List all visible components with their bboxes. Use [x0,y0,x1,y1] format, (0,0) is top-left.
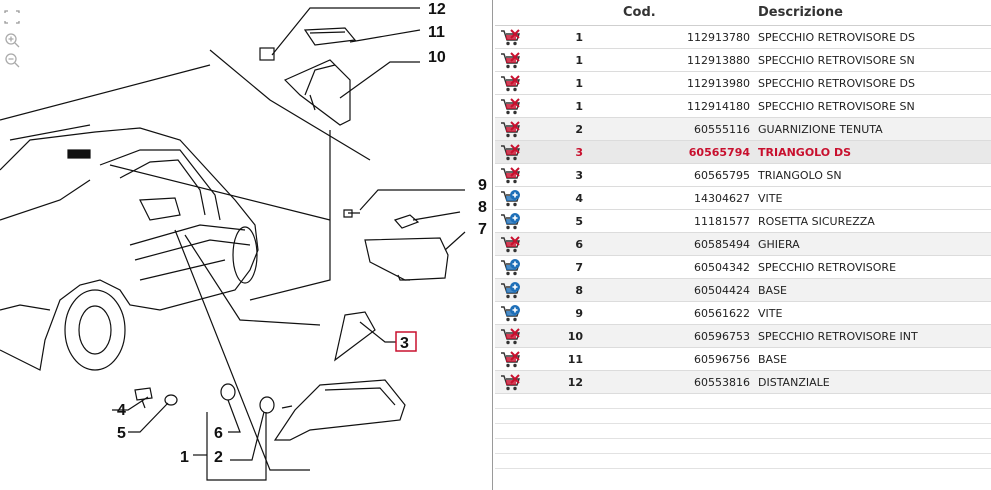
empty-cell [495,454,991,469]
add-to-cart-cell[interactable] [495,210,527,233]
add-to-cart-cell[interactable] [495,118,527,141]
desc-cell: GUARNIZIONE TENUTA [756,118,991,141]
callout-7[interactable]: 7 [478,221,487,238]
add-to-cart-cell[interactable] [495,256,527,279]
qty-cell: 8 [527,279,587,302]
desc-cell: TRIANGOLO DS [756,141,991,164]
callout-10[interactable]: 10 [428,49,446,66]
table-row[interactable] [495,118,991,141]
desc-cell: SPECCHIO RETROVISORE SN [756,95,991,118]
qty-cell: 10 [527,325,587,348]
code-cell: 60596756 [587,348,756,371]
qty-cell: 9 [527,302,587,325]
header-qty [527,0,587,26]
add-to-cart-cell[interactable] [495,233,527,256]
code-cell: 60585494 [587,233,756,256]
add-to-cart-cell[interactable] [495,141,527,164]
code-cell: 60596753 [587,325,756,348]
cart-x-icon[interactable] [500,119,522,139]
desc-cell: DISTANZIALE [756,371,991,394]
header-code: Cod. [587,0,756,26]
table-row[interactable] [495,72,991,95]
callout-4[interactable]: 4 [117,402,126,419]
add-to-cart-cell[interactable] [495,26,527,49]
code-cell: 60565795 [587,164,756,187]
code-cell: 60504342 [587,256,756,279]
empty-row [495,394,991,409]
add-to-cart-cell[interactable] [495,187,527,210]
table-row[interactable] [495,371,991,394]
empty-cell [495,409,991,424]
table-row[interactable] [495,141,991,164]
desc-cell: ROSETTA SICUREZZA [756,210,991,233]
header-cart [495,0,527,26]
table-row[interactable] [495,210,991,233]
qty-cell: 7 [527,256,587,279]
cart-x-icon[interactable] [500,234,522,254]
cart-x-icon[interactable] [500,142,522,162]
cart-x-icon[interactable] [500,96,522,116]
add-to-cart-cell[interactable] [495,164,527,187]
cart-x-icon[interactable] [500,165,522,185]
callout-6[interactable]: 6 [214,425,223,442]
table-row[interactable] [495,256,991,279]
parts-table-panel [495,0,991,490]
add-to-cart-cell[interactable] [495,279,527,302]
cart-plus-icon[interactable] [500,257,522,277]
qty-cell: 4 [527,187,587,210]
table-row[interactable] [495,95,991,118]
table-row[interactable] [495,302,991,325]
table-row[interactable] [495,49,991,72]
callout-1[interactable]: 1 [180,449,189,466]
qty-cell: 5 [527,210,587,233]
qty-cell: 3 [527,141,587,164]
cart-plus-icon[interactable] [500,188,522,208]
table-row[interactable] [495,325,991,348]
empty-row [495,409,991,424]
empty-cell [495,394,991,409]
cart-x-icon[interactable] [500,326,522,346]
empty-row [495,424,991,439]
callout-11[interactable]: 11 [428,24,445,41]
code-cell: 60561622 [587,302,756,325]
desc-cell: SPECCHIO RETROVISORE SN [756,49,991,72]
qty-cell: 6 [527,233,587,256]
desc-cell: SPECCHIO RETROVISORE [756,256,991,279]
cart-plus-icon[interactable] [500,211,522,231]
code-cell: 14304627 [587,187,756,210]
desc-cell: SPECCHIO RETROVISORE INT [756,325,991,348]
callout-8[interactable]: 8 [478,199,487,216]
add-to-cart-cell[interactable] [495,325,527,348]
callout-12[interactable]: 12 [428,1,446,18]
cart-x-icon[interactable] [500,50,522,70]
header-desc: Descrizione [756,0,991,26]
empty-row [495,439,991,454]
table-row[interactable] [495,279,991,302]
code-cell: 11181577 [587,210,756,233]
desc-cell: SPECCHIO RETROVISORE DS [756,72,991,95]
exploded-view-drawing [0,0,492,490]
cart-x-icon[interactable] [500,349,522,369]
cart-plus-icon[interactable] [500,280,522,300]
empty-row [495,454,991,469]
qty-cell: 1 [527,26,587,49]
table-header-row [495,0,991,26]
cart-x-icon[interactable] [500,73,522,93]
desc-cell: GHIERA [756,233,991,256]
table-row[interactable] [495,26,991,49]
callout-3[interactable]: 3 [400,335,409,352]
desc-cell: BASE [756,279,991,302]
table-row[interactable] [495,348,991,371]
empty-cell [495,424,991,439]
add-to-cart-cell[interactable] [495,348,527,371]
add-to-cart-cell[interactable] [495,95,527,118]
cart-plus-icon[interactable] [500,303,522,323]
code-cell: 112914180 [587,95,756,118]
qty-cell: 1 [527,49,587,72]
parts-diagram[interactable] [0,0,493,490]
desc-cell: BASE [756,348,991,371]
qty-cell: 2 [527,118,587,141]
code-cell: 112913980 [587,72,756,95]
code-cell: 60555116 [587,118,756,141]
desc-cell: VITE [756,187,991,210]
code-cell: 60553816 [587,371,756,394]
cart-x-icon[interactable] [500,27,522,47]
desc-cell: VITE [756,302,991,325]
qty-cell: 11 [527,348,587,371]
desc-cell: TRIANGOLO SN [756,164,991,187]
callout-9[interactable]: 9 [478,177,487,194]
qty-cell: 12 [527,371,587,394]
cart-x-icon[interactable] [500,372,522,392]
add-to-cart-cell[interactable] [495,371,527,394]
add-to-cart-cell[interactable] [495,302,527,325]
empty-cell [495,439,991,454]
qty-cell: 3 [527,164,587,187]
code-cell: 112913880 [587,49,756,72]
add-to-cart-cell[interactable] [495,72,527,95]
callout-2[interactable]: 2 [214,449,223,466]
code-cell: 60504424 [587,279,756,302]
parts-table [495,0,991,469]
add-to-cart-cell[interactable] [495,49,527,72]
table-row[interactable] [495,233,991,256]
callout-5[interactable]: 5 [117,425,126,442]
qty-cell: 1 [527,72,587,95]
qty-cell: 1 [527,95,587,118]
code-cell: 60565794 [587,141,756,164]
table-row[interactable] [495,164,991,187]
desc-cell: SPECCHIO RETROVISORE DS [756,26,991,49]
code-cell: 112913780 [587,26,756,49]
table-row[interactable] [495,187,991,210]
